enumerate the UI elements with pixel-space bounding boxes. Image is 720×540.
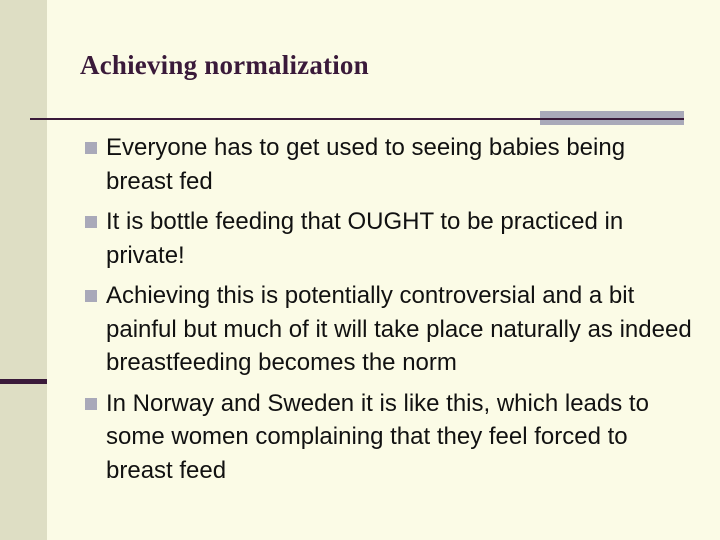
title-divider-accent-line: [540, 118, 684, 120]
square-bullet-icon: [85, 216, 97, 228]
bullet-list: [82, 131, 692, 494]
bullet-text: Achieving this is potentially controversial and a bit painful but much of it will take place naturally as indeed breastfeeding becomes the norm: [106, 282, 692, 376]
bullet-text: Everyone has to get used to seeing babies being breast fed: [106, 134, 626, 195]
slide-title: Achieving normalization: [80, 50, 369, 80]
bullet-item: [82, 131, 692, 198]
square-bullet-icon: [85, 290, 97, 302]
square-bullet-icon: [85, 398, 97, 410]
sidebar-accent-bar: [0, 379, 47, 384]
bullet-text: In Norway and Sweden it is like this, which leads to some women complaining that they feel forced to breast feed: [106, 389, 649, 484]
bullet-item: [82, 205, 692, 272]
bullet-text: It is bottle feeding that OUGHT to be practiced in private!: [106, 208, 624, 269]
bullet-item: [82, 279, 692, 380]
sidebar-panel: [0, 0, 47, 540]
bullet-item: [82, 387, 692, 488]
square-bullet-icon: [85, 142, 97, 154]
